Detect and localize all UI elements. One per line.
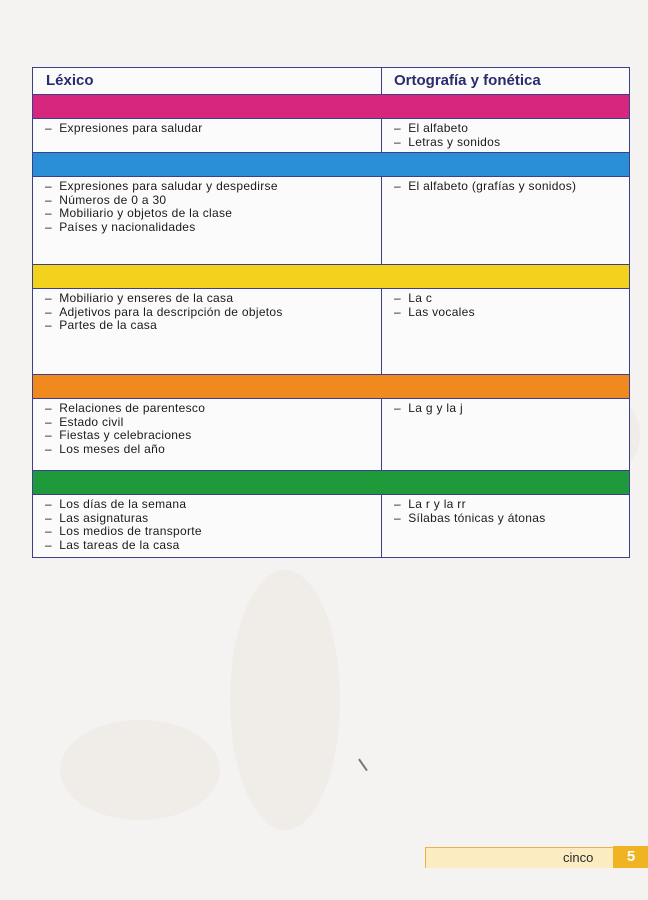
list-item: – Partes de la casa [45, 319, 381, 333]
section-band-4 [33, 375, 629, 399]
section-band-2 [33, 153, 629, 177]
list-item: – Los meses del año [45, 443, 381, 457]
lexico-list-5 [45, 498, 381, 552]
list-item: – El alfabeto (grafías y sonidos) [394, 180, 628, 194]
list-item: – Adjetivos para la descripción de objetos [45, 306, 381, 320]
section-row-5 [33, 495, 629, 557]
list-item: – La c [394, 292, 628, 306]
list-item: – El alfabeto [394, 122, 628, 136]
list-item: – La r y la rr [394, 498, 628, 512]
list-item: – Las tareas de la casa [45, 539, 381, 553]
list-item: – Números de 0 a 30 [45, 194, 381, 208]
section-band-5 [33, 471, 629, 495]
list-item: – Países y nacionalidades [45, 221, 381, 235]
lexico-list-4 [45, 402, 381, 456]
table-header [33, 68, 629, 95]
list-item: – Relaciones de parentesco [45, 402, 381, 416]
list-item: – Mobiliario y objetos de la clase [45, 207, 381, 221]
list-item: – La g y la j [394, 402, 628, 416]
lexico-list-3 [45, 292, 381, 333]
page-number-word: cinco [563, 850, 594, 865]
header-ortografia: Ortografía y fonética [394, 72, 541, 89]
ortografia-list-1 [394, 122, 628, 149]
list-item: – Expresiones para saludar y despedirse [45, 180, 381, 194]
section-row-3 [33, 289, 629, 375]
lexico-list-2 [45, 180, 381, 234]
section-row-1 [33, 119, 629, 153]
section-row-4 [33, 399, 629, 471]
page-number: 5 [613, 846, 648, 868]
ortografia-list-4 [394, 402, 628, 416]
section-row-2 [33, 177, 629, 265]
list-item: – Las asignaturas [45, 512, 381, 526]
list-item: – Mobiliario y enseres de la casa [45, 292, 381, 306]
ortografia-list-3 [394, 292, 628, 319]
list-item: – Estado civil [45, 416, 381, 430]
page-footer [425, 847, 648, 868]
ortografia-list-5 [394, 498, 628, 525]
list-item: – Letras y sonidos [394, 136, 628, 150]
section-band-1 [33, 95, 629, 119]
list-item: – Los días de la semana [45, 498, 381, 512]
contents-table [32, 67, 630, 558]
section-band-3 [33, 265, 629, 289]
header-lexico: Léxico [33, 68, 382, 94]
lexico-list-1 [45, 122, 381, 136]
list-item: – Los medios de transporte [45, 525, 381, 539]
list-item: – Las vocales [394, 306, 628, 320]
list-item: – Sílabas tónicas y átonas [394, 512, 628, 526]
list-item: – Fiestas y celebraciones [45, 429, 381, 443]
ortografia-list-2 [394, 180, 628, 194]
list-item: – Expresiones para saludar [45, 122, 381, 136]
